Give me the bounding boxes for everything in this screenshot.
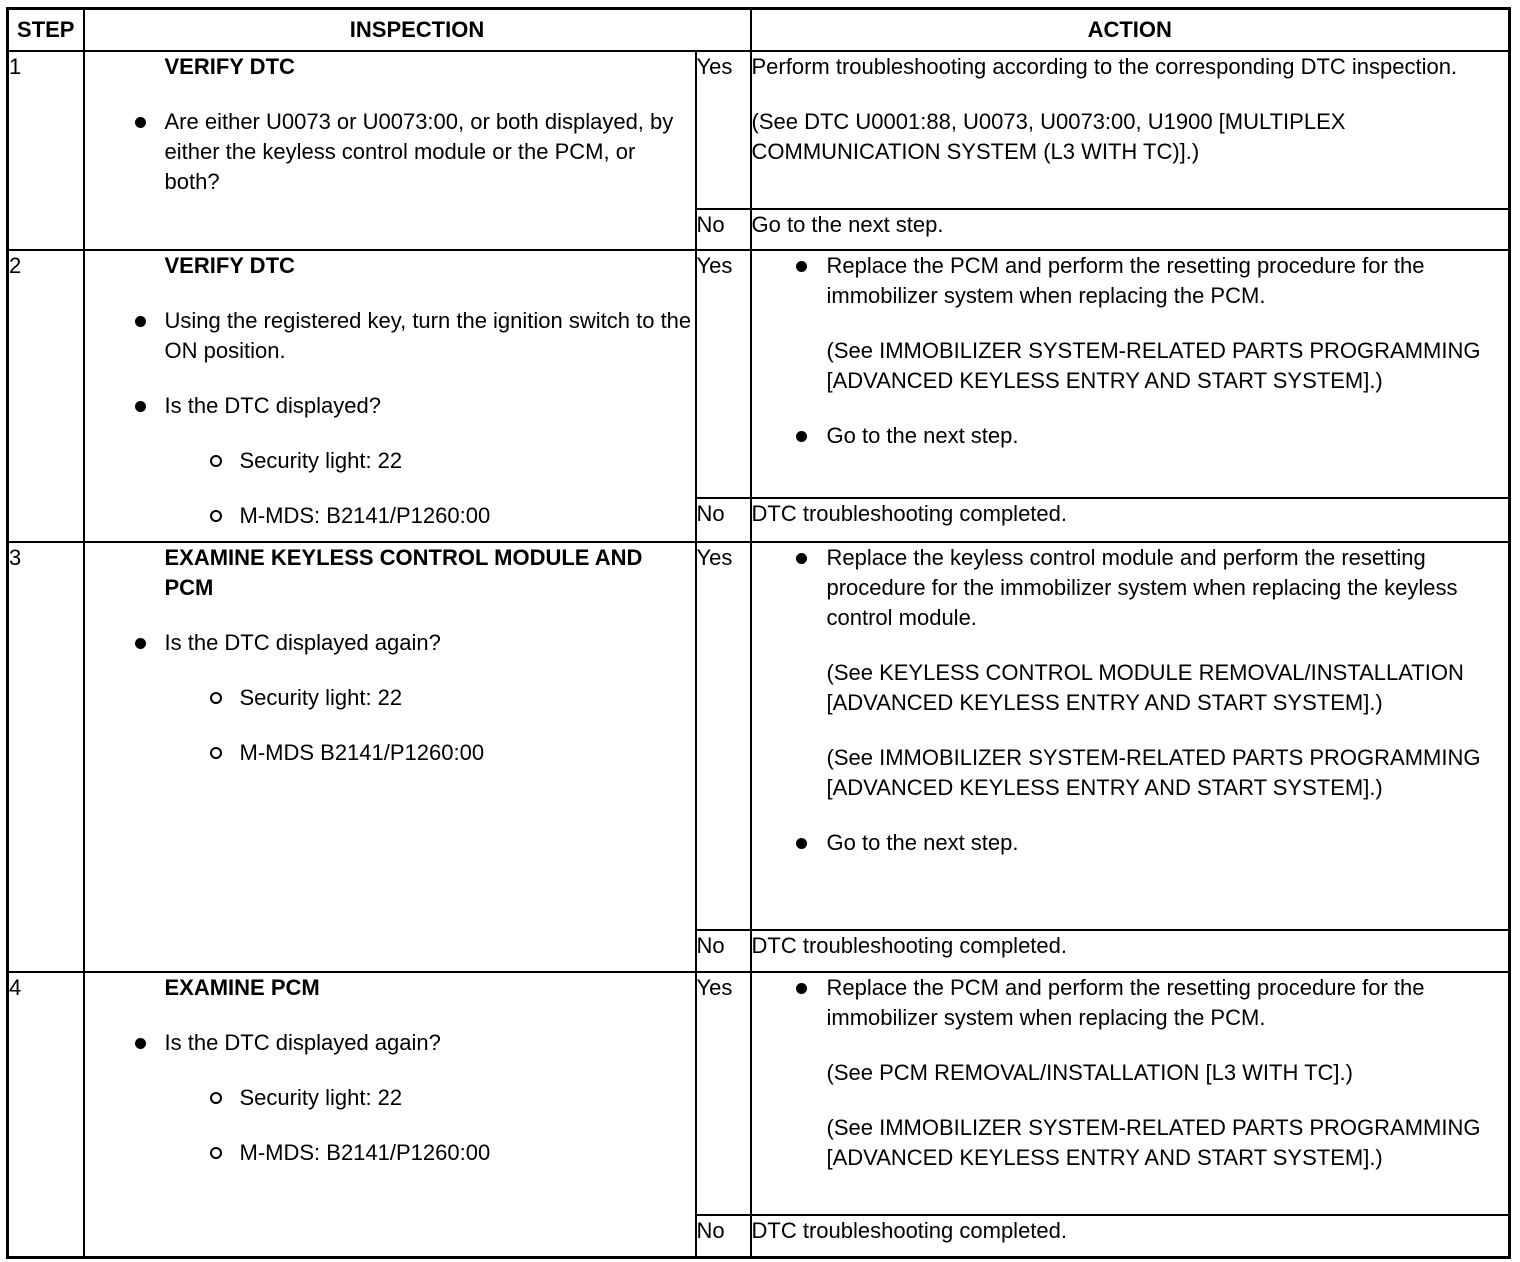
inspection-sub-bullet: M-MDS: B2141/P1260:00 [85, 501, 695, 531]
action-reference: (See PCM REMOVAL/INSTALLATION [L3 WITH TC].) [826, 1060, 1353, 1085]
table-header-row [8, 9, 1510, 52]
inspection-title: EXAMINE PCM [164, 975, 320, 1000]
inspection-title: VERIFY DTC [164, 253, 295, 278]
inspection-cell [84, 542, 696, 972]
inspection-title: EXAMINE KEYLESS CONTROL MODULE AND PCM [164, 545, 643, 600]
step-header: STEP [8, 9, 84, 52]
action-text: Perform troubleshooting according to the corresponding DTC inspection. [751, 54, 1458, 79]
no-action: DTC troubleshooting completed. [751, 498, 1510, 542]
action-bullet: Replace the keyless control module and perform the resetting procedure for the immobilizer system when replacing the keyless control module. [752, 543, 1509, 633]
action-reference: (See KEYLESS CONTROL MODULE REMOVAL/INSTALLATION [ADVANCED KEYLESS ENTRY AND START SYSTEM].) [826, 660, 1464, 715]
no-action: DTC troubleshooting completed. [751, 930, 1510, 972]
no-label: No [696, 498, 751, 542]
no-action: Go to the next step. [751, 209, 1510, 250]
inspection-bullet: Is the DTC displayed again? [85, 628, 695, 658]
inspection-cell [84, 972, 696, 1257]
inspection-bullet: Is the DTC displayed? [85, 391, 695, 421]
inspection-sub-bullet: M-MDS: B2141/P1260:00 [85, 1138, 695, 1168]
action-reference: (See DTC U0001:88, U0073, U0073:00, U1900 [MULTIPLEX COMMUNICATION SYSTEM (L3 WITH TC)].) [751, 109, 1346, 164]
inspection-cell [84, 250, 696, 542]
yes-action-cell [751, 542, 1510, 930]
inspection-header: INSPECTION [84, 9, 751, 52]
yes-label: Yes [696, 972, 751, 1215]
yes-action-cell [751, 250, 1510, 498]
inspection-sub-bullet: Security light: 22 [85, 446, 695, 476]
step-number: 1 [8, 51, 84, 250]
table-row [8, 542, 1510, 930]
inspection-bullet: Using the registered key, turn the ignition switch to the ON position. [85, 306, 695, 366]
inspection-sub-bullet: Security light: 22 [85, 683, 695, 713]
no-action: DTC troubleshooting completed. [751, 1215, 1510, 1257]
troubleshooting-table [6, 7, 1511, 1259]
action-reference: (See IMMOBILIZER SYSTEM-RELATED PARTS PROGRAMMING [ADVANCED KEYLESS ENTRY AND START SYSTEM].) [826, 1115, 1481, 1170]
step-number: 4 [8, 972, 84, 1257]
action-header: ACTION [751, 9, 1510, 52]
inspection-sub-bullet: Security light: 22 [85, 1083, 695, 1113]
inspection-bullet: Is the DTC displayed again? [85, 1028, 695, 1058]
step-number: 3 [8, 542, 84, 972]
action-bullet: Replace the PCM and perform the resetting procedure for the immobilizer system when replacing the PCM. [752, 251, 1509, 311]
action-bullet: Go to the next step. [752, 828, 1509, 858]
yes-action-cell [751, 972, 1510, 1215]
yes-label: Yes [696, 51, 751, 209]
yes-action-cell [751, 51, 1510, 209]
action-reference: (See IMMOBILIZER SYSTEM-RELATED PARTS PROGRAMMING [ADVANCED KEYLESS ENTRY AND START SYSTEM].) [826, 745, 1481, 800]
no-label: No [696, 209, 751, 250]
action-bullet: Replace the PCM and perform the resetting procedure for the immobilizer system when replacing the PCM. [752, 973, 1509, 1033]
inspection-sub-bullet: M-MDS B2141/P1260:00 [85, 738, 695, 768]
step-number: 2 [8, 250, 84, 542]
inspection-cell [84, 51, 696, 250]
inspection-bullet: Are either U0073 or U0073:00, or both displayed, by either the keyless control module or the PCM, or both? [85, 107, 695, 197]
table-row [8, 250, 1510, 498]
table-row [8, 972, 1510, 1215]
action-reference: (See IMMOBILIZER SYSTEM-RELATED PARTS PROGRAMMING [ADVANCED KEYLESS ENTRY AND START SYSTEM].) [826, 338, 1481, 393]
no-label: No [696, 1215, 751, 1257]
yes-label: Yes [696, 542, 751, 930]
yes-label: Yes [696, 250, 751, 498]
inspection-title: VERIFY DTC [164, 54, 295, 79]
action-bullet: Go to the next step. [752, 421, 1509, 451]
no-label: No [696, 930, 751, 972]
table-row [8, 51, 1510, 209]
